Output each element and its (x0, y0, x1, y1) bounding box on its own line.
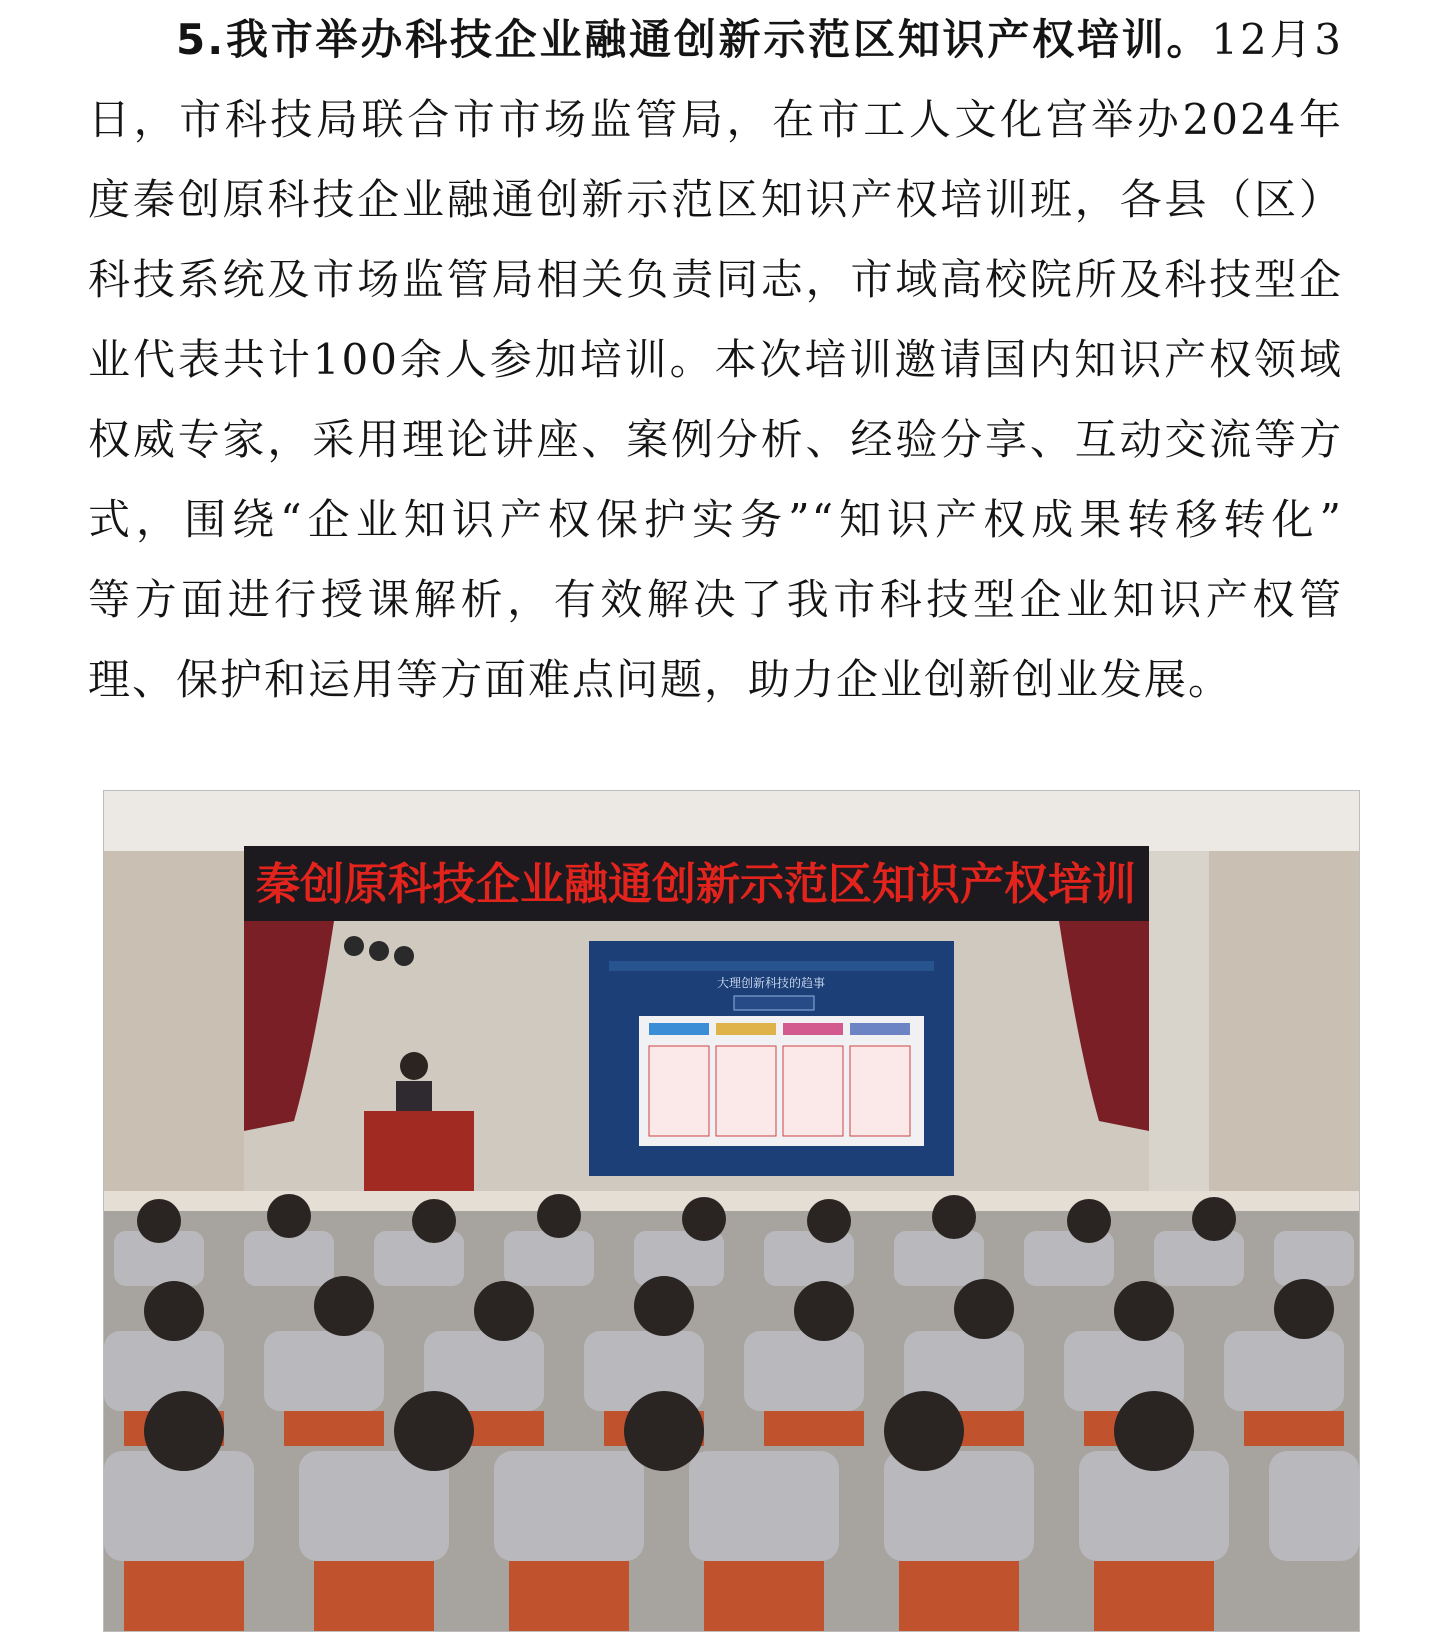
article-line: 12月3 (1211, 15, 1343, 64)
article-line: 业代表共计100余人参加培训。本次培训邀请国内知识产权领域 (88, 335, 1343, 384)
paragraph-line-1 (88, 0, 1343, 80)
banner-text: 秦创原科技企业融通创新示范区知识产权培训 (256, 859, 1136, 910)
article-line: 权威专家，采用理论讲座、案例分析、经验分享、互动交流等方 (88, 415, 1343, 464)
article-heading: 5.我市举办科技企业融通创新示范区知识产权培训。 (176, 15, 1212, 64)
training-photo (103, 790, 1360, 1632)
podium (364, 1111, 474, 1191)
photo-illustration (104, 791, 1359, 1631)
article-line: 式，围绕“企业知识产权保护实务”“知识产权成果转移转化” (88, 495, 1343, 544)
article-line: 度秦创原科技企业融通创新示范区知识产权培训班，各县（区） (88, 175, 1343, 224)
audience-seating (104, 1194, 1359, 1631)
speaker (400, 1052, 428, 1080)
article-line: 理、保护和运用等方面难点问题，助力企业创新创业发展。 (88, 655, 1233, 704)
article-line: 科技系统及市场监管局相关负责同志，市域高校院所及科技型企 (88, 255, 1343, 304)
article-line: 日，市科技局联合市市场监管局，在市工人文化宫举办2024年 (88, 95, 1343, 144)
article-line: 等方面进行授课解析，有效解决了我市科技型企业知识产权管 (88, 575, 1343, 624)
slide-title: 大理创新科技的趋事 (716, 976, 826, 990)
